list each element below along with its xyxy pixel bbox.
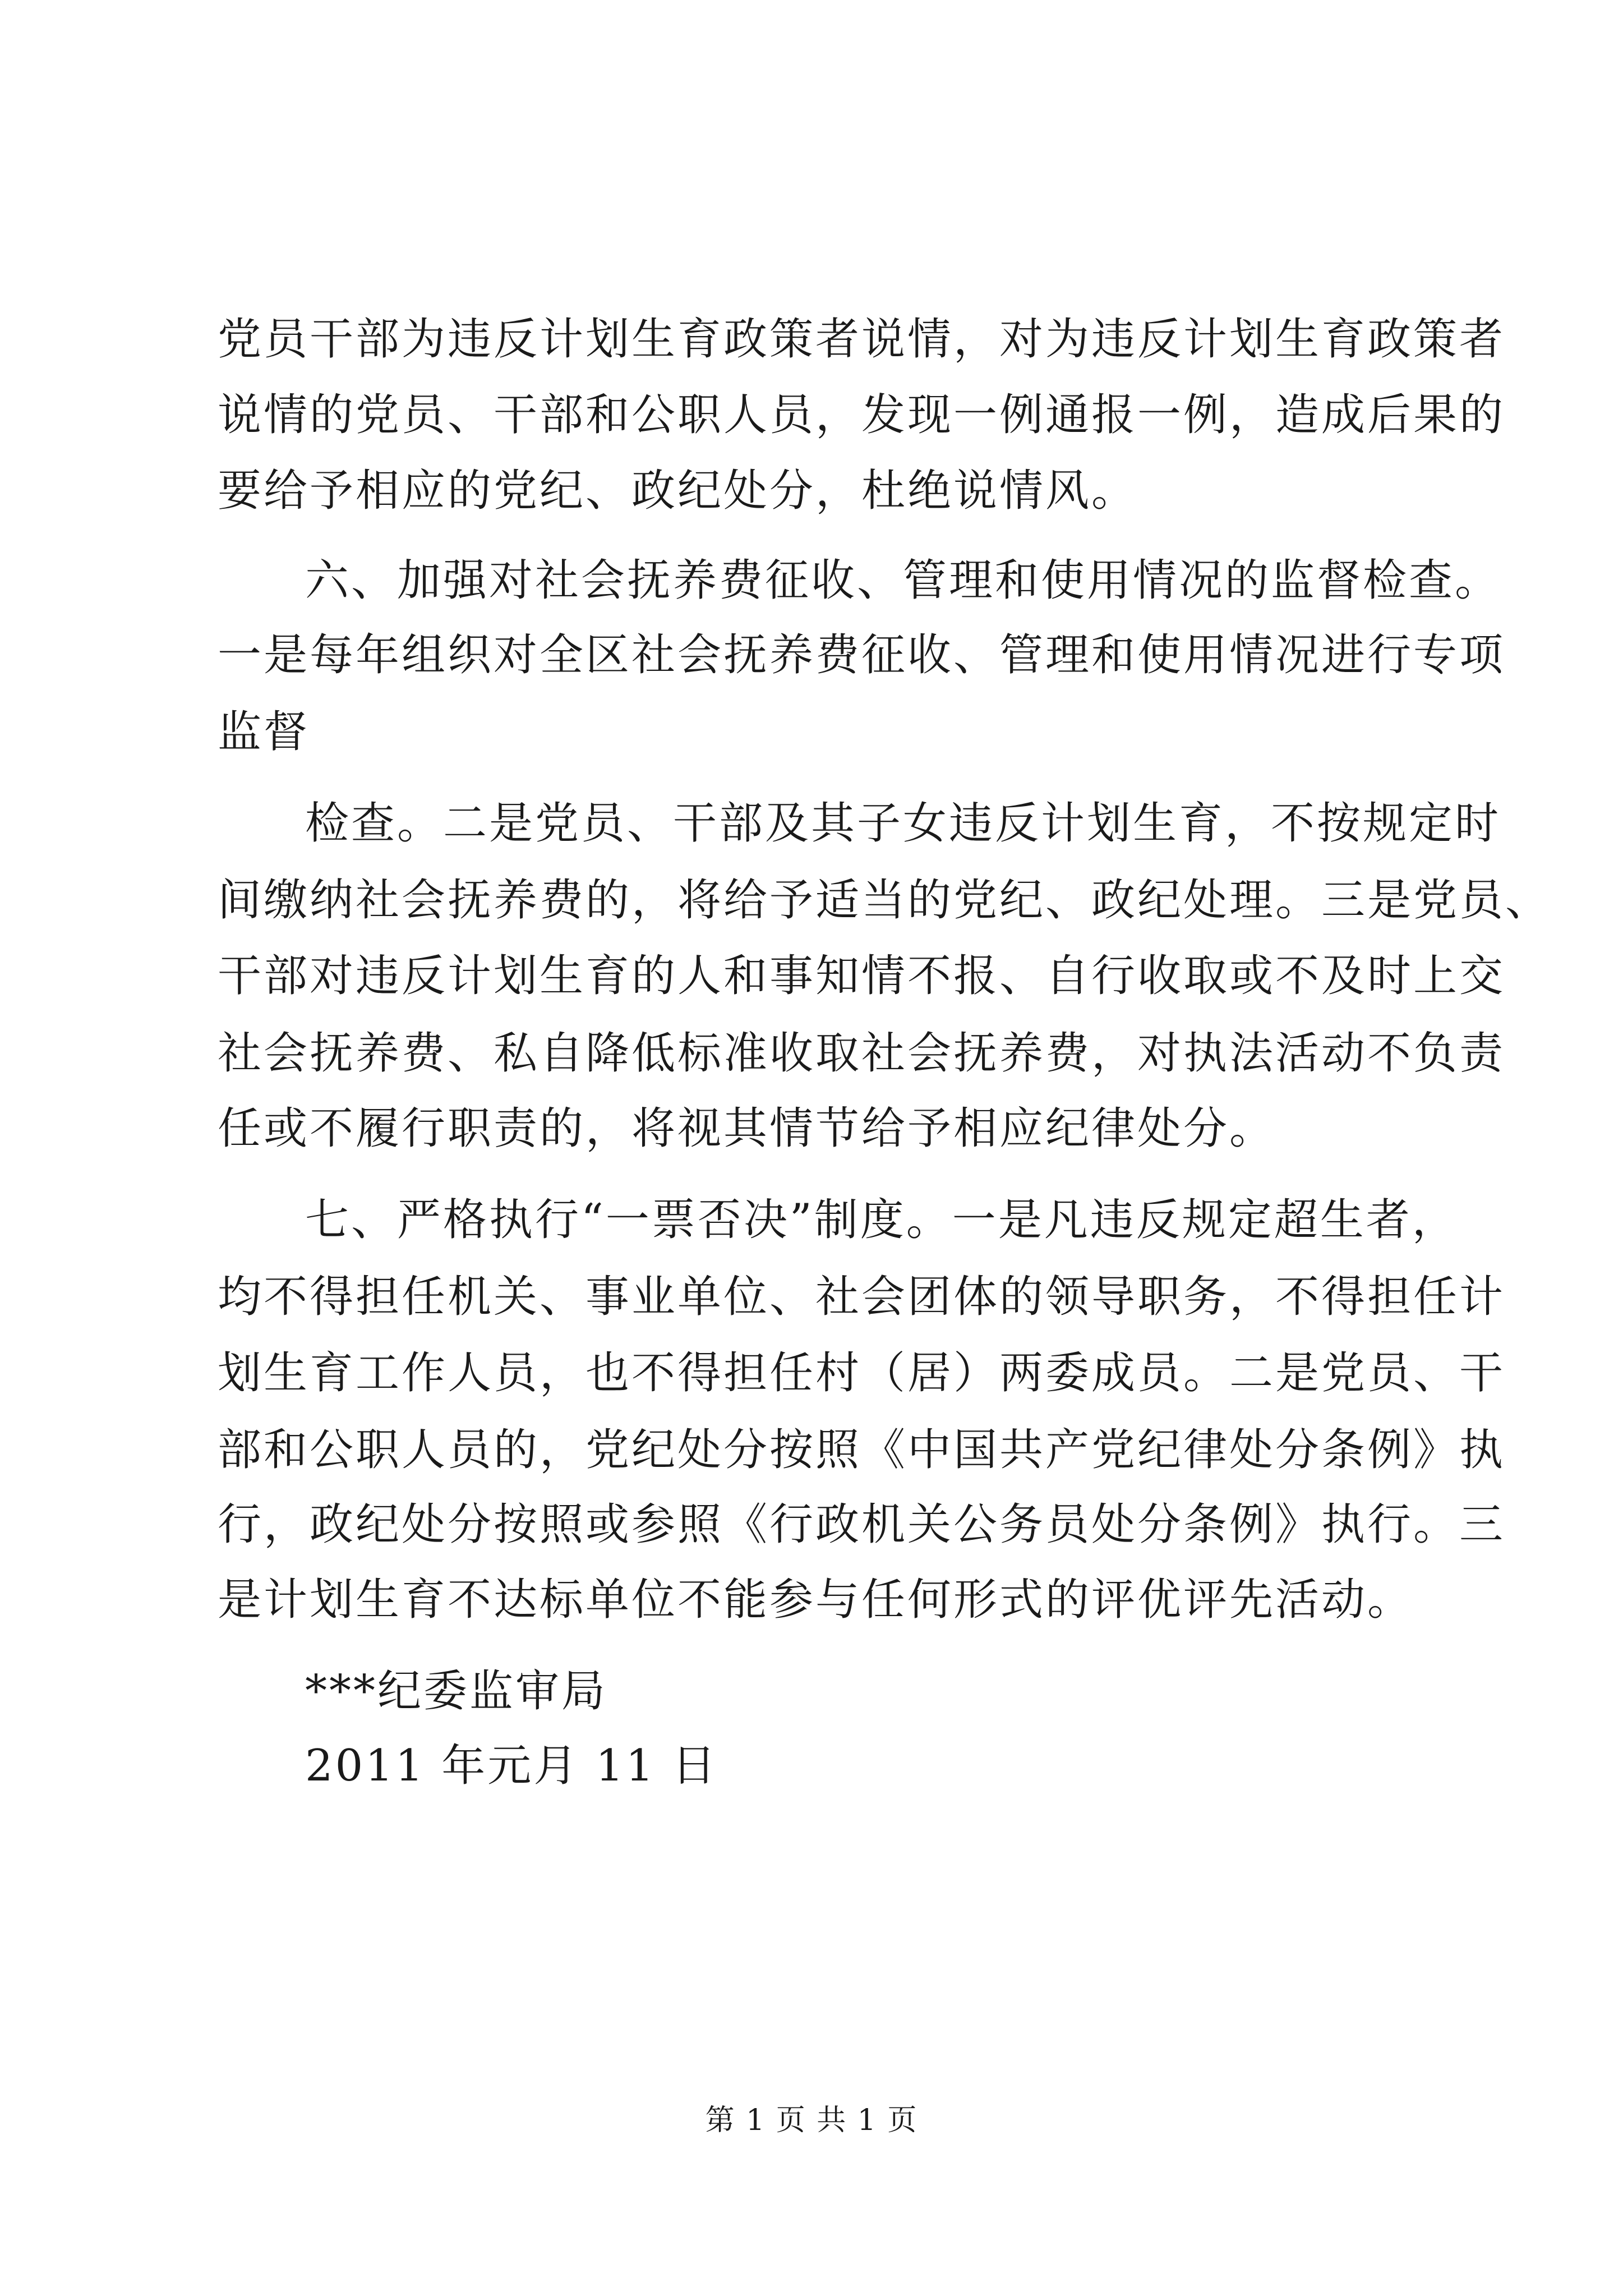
paragraph3-line1: 检查。二是党员、干部及其子女违反计划生育，不按规定时: [305, 798, 1501, 849]
paragraph1-line3: 要给予相应的党纪、政纪处分，杜绝说情风。: [218, 466, 1138, 516]
paragraph1-line1: 党员干部为违反计划生育政策者说情，对为违反计划生育政策者: [218, 314, 1506, 365]
paragraph3-line2: 间缴纳社会抚养费的，将给予适当的党纪、政纪处理。三是党员、: [218, 875, 1552, 926]
paragraph4-line2: 均不得担任机关、事业单位、社会团体的领导职务，不得担任计: [218, 1272, 1506, 1322]
paragraph4-line5: 行，政纪处分按照或参照《行政机关公务员处分条例》执行。三: [218, 1499, 1506, 1550]
signature: ***纪委监审局: [305, 1666, 608, 1717]
paragraph1-line2: 说情的党员、干部和公职人员，发现一例通报一例，造成后果的: [218, 390, 1506, 440]
paragraph4-line3: 划生育工作人员，也不得担任村（居）两委成员。二是党员、干: [218, 1348, 1506, 1398]
paragraph2-line2: 一是每年组织对全区社会抚养费征收、管理和使用情况进行专项: [218, 630, 1506, 680]
paragraph3-line5: 任或不履行职责的，将视其情节给予相应纪律处分。: [218, 1103, 1276, 1154]
paragraph3-line4: 社会抚养费、私自降低标准收取社会抚养费，对执法活动不负责: [218, 1028, 1506, 1079]
paragraph2-line3: 监督: [218, 707, 310, 757]
paragraph4-line4: 部和公职人员的，党纪处分按照《中国共产党纪律处分条例》执: [218, 1425, 1506, 1475]
paragraph3-line3: 干部对违反计划生育的人和事知情不报、自行收取或不及时上交: [218, 951, 1506, 1001]
paragraph4-line6: 是计划生育不达标单位不能参与任何形式的评优评先活动。: [218, 1575, 1414, 1625]
page-footer: 第 1 页 共 1 页: [705, 2104, 918, 2137]
paragraph4-line1: 七、严格执行“一票否决”制度。一是凡违反规定超生者，: [305, 1195, 1458, 1245]
document-date: 2011 年元月 11 日: [305, 1741, 718, 1791]
paragraph2-line1: 六、加强对社会抚养费征收、管理和使用情况的监督检查。: [305, 555, 1501, 606]
